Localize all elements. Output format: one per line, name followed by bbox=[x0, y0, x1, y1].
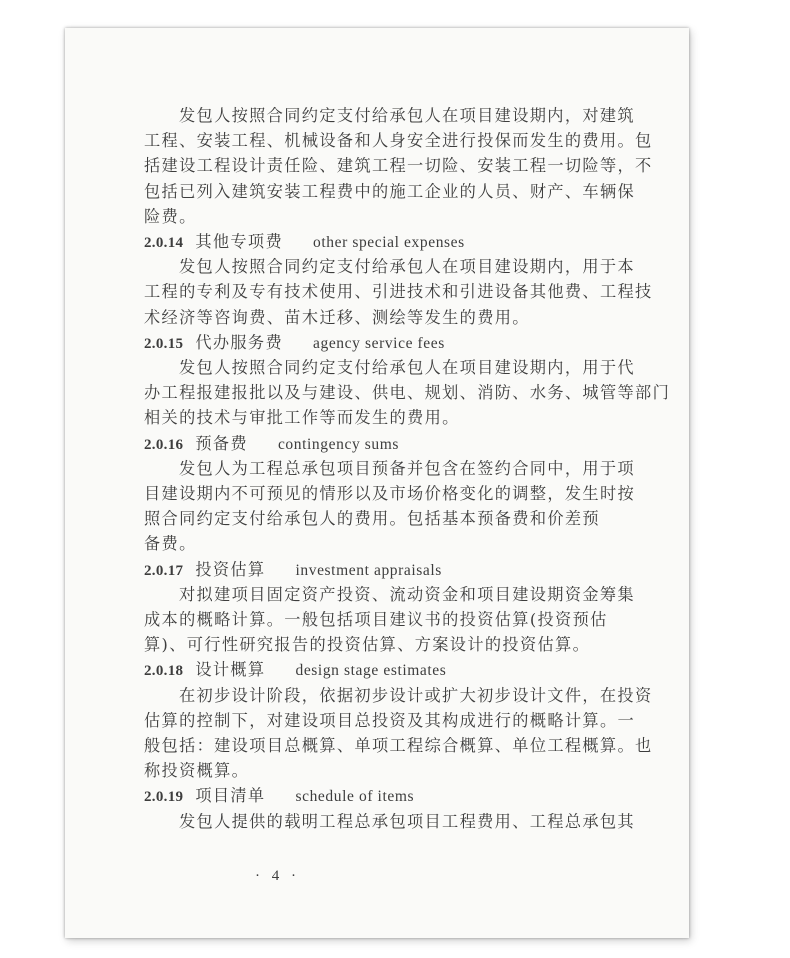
term-english: schedule of items bbox=[295, 788, 415, 806]
paragraph-line: 照合同约定支付给承包人的费用。包括基本预备费和价差预 bbox=[144, 509, 600, 529]
term-english: design stage estimates bbox=[295, 662, 447, 680]
term-english: contingency sums bbox=[277, 435, 400, 453]
term-chinese: 项目清单 bbox=[195, 786, 266, 806]
paragraph-line: 算)、可行性研究报告的投资估算、方案设计的投资估算。 bbox=[144, 635, 591, 655]
paragraph-line: 发包人为工程总承包项目预备并包含在签约合同中，用于项 bbox=[179, 458, 635, 478]
paragraph-line: 在初步设计阶段，依据初步设计或扩大初步设计文件，在投资 bbox=[179, 685, 653, 705]
term-english: other special expenses bbox=[313, 234, 465, 251]
paragraph-line: 称投资概算。 bbox=[144, 761, 250, 781]
paragraph-line: 发包人按照合同约定支付给承包人在项目建设期内，对建筑 bbox=[179, 106, 635, 125]
term-english: investment appraisals bbox=[295, 561, 442, 579]
term-number: 2.0.16 bbox=[144, 436, 184, 453]
paragraph-line: 备费。 bbox=[144, 534, 197, 554]
paragraph-line: 险费。 bbox=[144, 206, 197, 226]
term-heading bbox=[144, 229, 465, 257]
term-chinese: 设计概算 bbox=[195, 660, 266, 680]
document-page bbox=[65, 28, 689, 938]
term-english: agency service fees bbox=[313, 334, 445, 352]
paragraph-line: 工程的专利及专有技术使用、引进技术和引进设备其他费、工程技 bbox=[144, 282, 653, 302]
term-number: 2.0.19 bbox=[144, 789, 184, 806]
term-heading bbox=[144, 330, 445, 358]
paragraph-line: 目建设期内不可预见的情形以及市场价格变化的调整，发生时按 bbox=[144, 484, 636, 503]
paragraph-line: 发包人按照合同约定支付给承包人在项目建设期内，用于本 bbox=[179, 257, 635, 277]
term-heading bbox=[144, 557, 442, 585]
paragraph-line: 发包人提供的载明工程总承包项目工程费用、工程总承包其 bbox=[179, 811, 635, 831]
term-number: 2.0.17 bbox=[144, 562, 184, 579]
term-heading bbox=[144, 657, 446, 685]
paragraph-line: 成本的概略计算。一般包括项目建议书的投资估算(投资预估 bbox=[144, 610, 608, 629]
page-number: · 4 · bbox=[255, 868, 300, 884]
term-number: 2.0.18 bbox=[144, 663, 184, 680]
term-chinese: 其他专项费 bbox=[195, 232, 283, 251]
term-number: 2.0.14 bbox=[144, 235, 184, 251]
term-heading bbox=[144, 431, 399, 459]
paragraph-line: 术经济等咨询费、苗木迁移、测绘等发生的费用。 bbox=[144, 307, 530, 327]
term-heading bbox=[144, 783, 414, 811]
term-chinese: 投资估算 bbox=[195, 559, 266, 579]
term-chinese: 预备费 bbox=[195, 433, 248, 453]
term-chinese: 代办服务费 bbox=[195, 332, 283, 352]
paragraph-line: 工程、安装工程、机械设备和人身安全进行投保而发生的费用。包 bbox=[144, 131, 653, 151]
paragraph-line: 包括已列入建筑安装工程费中的施工企业的人员、财产、车辆保 bbox=[144, 181, 636, 201]
paragraph-line: 括建设工程设计责任险、建筑工程一切险、安装工程一切险等，不 bbox=[144, 156, 653, 176]
paragraph-line: 般包括：建设项目总概算、单项工程综合概算、单位工程概算。也 bbox=[144, 736, 653, 755]
paragraph-line: 发包人按照合同约定支付给承包人在项目建设期内，用于代 bbox=[179, 358, 635, 377]
term-number: 2.0.15 bbox=[144, 335, 184, 352]
paragraph-line: 估算的控制下，对建设项目总投资及其构成进行的概略计算。一 bbox=[144, 710, 636, 730]
paragraph-line: 相关的技术与审批工作等而发生的费用。 bbox=[144, 408, 460, 428]
paragraph-line: 办工程报建报批以及与建设、供电、规划、消防、水务、城管等部门 bbox=[144, 383, 671, 403]
paragraph-line: 对拟建项目固定资产投资、流动资金和项目建设期资金筹集 bbox=[179, 584, 635, 604]
